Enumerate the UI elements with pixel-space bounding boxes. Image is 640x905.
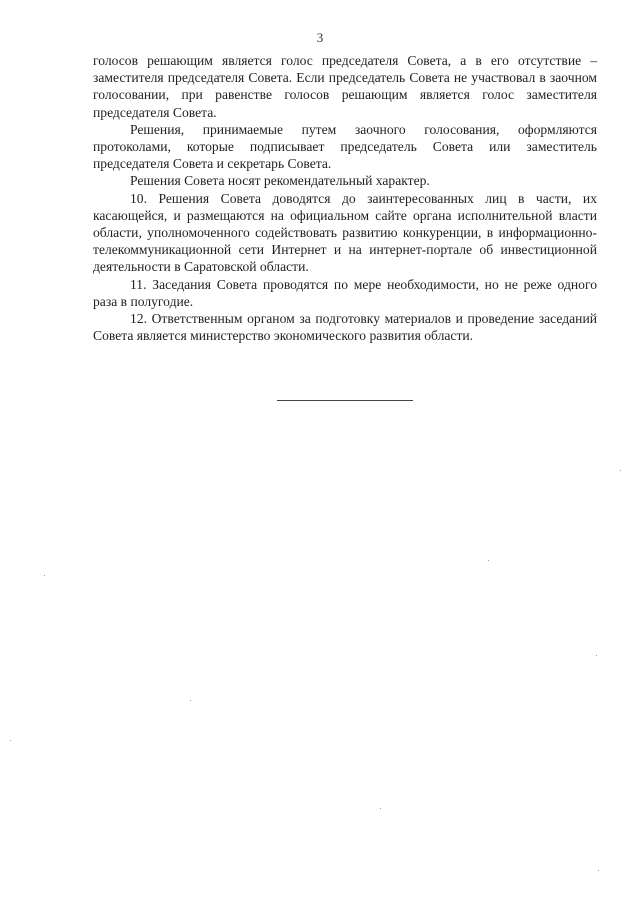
scan-speck	[10, 740, 11, 741]
scan-speck	[190, 700, 191, 701]
paragraph-item-11: 11. Заседания Совета проводятся по мере необходимости, но не реже одного раза в полугодие.	[93, 276, 597, 309]
page-number: 3	[316, 30, 324, 45]
paragraph-item-10: 10. Решения Совета доводятся до заинтересованных лиц в части, их касающейся, и размещаются на официальном сайте органа исполнительной власти области, уполномоченного содействовать развитию конкуренции, в информационно-телекоммуникационной сети Интернет и на интернет-портале об инвестиционной деятельности в Саратовской области.	[93, 190, 597, 275]
paragraph-advisory-decisions: Решения Совета носят рекомендательный характер.	[130, 173, 430, 189]
scan-speck	[44, 575, 45, 576]
scan-speck	[620, 470, 621, 471]
scan-speck	[488, 560, 489, 561]
paragraph-item-12: 12. Ответственным органом за подготовку материалов и проведение заседаний Совета является министерство экономического развития области.	[93, 311, 597, 344]
scan-speck	[380, 808, 381, 809]
paragraph-absentee-voting-protocols: Решения, принимаемые путем заочного голосования, оформляются протоколами, которые подписывает председатель Совета или заместитель председателя Совета и секретарь Совета.	[93, 121, 597, 172]
scan-speck	[598, 870, 599, 871]
end-separator-line	[277, 400, 413, 401]
paragraph-voting-chair: голосов решающим является голос председателя Совета, а в его отсутствие – заместителя председателя Совета. Если председатель Совета не участвовал в заочном голосовании, при равенстве голосов решающим является голос заместителя председателя Совета.	[93, 53, 597, 120]
document-body	[93, 52, 597, 344]
scan-speck	[596, 655, 597, 656]
